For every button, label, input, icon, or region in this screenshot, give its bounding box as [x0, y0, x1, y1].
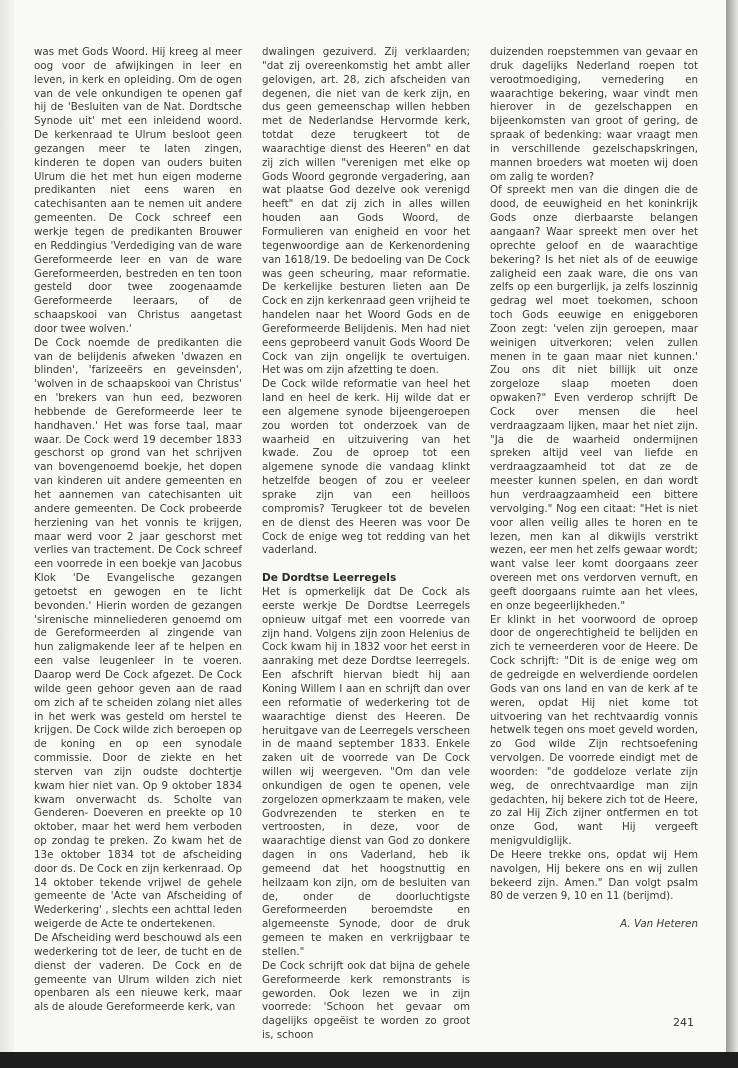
paragraph: De Afscheiding werd beschouwd als een wederkering tot de leer, de tucht en de dienst der vaderen. De Cock en de gemeente van Ulrum wilden zich niet openbaren als een nieuwe kerk, maar als de aloude Gereformeerde kerk, van — [34, 932, 242, 1014]
paragraph: De Heere trekke ons, opdat wij Hem navolgen, Hij bekere ons en wij zullen bekeerd zijn. Amen." Dan volgt psalm 80 de verzen 9, 10 en 11 (berijmd). — [490, 848, 698, 903]
text-column-3 — [490, 46, 698, 932]
paragraph: De Cock schrijft ook dat bijna de gehele Gereformeerde kerk remonstrants is geworden. Ook lezen we in zijn voorrede: 'Schoon het gevaar om dagelijks opgeëist te worden zo groot is, schoon — [262, 959, 470, 1042]
page-edge-bottom — [0, 1052, 738, 1068]
paragraph: Er klinkt in het voorwoord de oproep door de ongerechtigheid te belijden en zich te verneerderen voor de Heere. De Cock schrijft: "Dit is de enige weg om de gedreigde en welverdiende oordelen Gods van ons land en van de kerk af te weren, opdat Hij niet kome tot uitvoering van het rechtvaardig vonnis hetwelk tegen ons moet geveld worden, zo God wilde Zijn rechtsoefening vervolgen. De voorrede eindigt met de woorden: "de goddeloze verlate zijn weg, de onrechtvaardige man zijn gedachten, hij bekere zich tot de Heere, zo zal Hij Zich zijner ontfermen en tot onze God, want Hij vergeeft menigvuldiglijk. — [490, 613, 698, 848]
section-heading: De Dordtse Leerregels — [262, 572, 397, 585]
author-signature: A. Van Heteren — [620, 918, 698, 931]
paragraph: De Cock wilde reformatie van heel het land en heel de kerk. Hij wilde dat er een algemene synode bijeengeroepen zou worden tot onderzoek van de waarheid en uitzuivering van het kwade. Zou de oproep tot een algemene synode die vandaag klinkt hetzelfde beogen of zou er veeleer sprake zijn van een heilloos compromis? Terugkeer tot de bevelen en de dienst des Heeren was voor De Cock de enige weg tot redding van het vaderland. — [262, 378, 470, 557]
paragraph: was met Gods Woord. Hij kreeg al meer oog voor de afwijkingen in leer en leven, in kerk en opleiding. Om de ogen van de vele onkundigen te openen gaf hij de 'Besluiten van de Nat. Dordtsche Synode uit' met een inleidend woord. De kerkenraad te Ulrum besloot geen gezangen meer te laten zingen, kinderen te dopen van ouders buiten Ulrum die het met hun eigen moderne predikanten niet eens waren en catechisanten aan te nemen uit andere gemeenten. De Cock schreef een werkje tegen de predikanten Brouwer en Reddingius 'Verdediging van de ware Gereformeerde leer en van de ware Gereformeerden, bestreden en ten toon gesteld door twee zoogenaamde Gereformeerde leeraars, of de schaapskooi van Christus aangetast door twee wolven.' — [34, 46, 242, 335]
paragraph: De Cock noemde de predikanten die van de belijdenis afweken 'dwazen en blinden', 'farizeeërs en geveinsden', 'wolven in de schaapskooi van Christus' en 'brekers van hun eed, bezworen hebbende de Gereformeerde leer te handhaven.' Het was forse taal, maar waar. De Cock werd 19 december 1833 geschorst op grond van het schrijven van bovengenoemd boekje, het dopen van kinderen uit andere gemeenten en het aannemen van catechisanten uit andere gemeenten. De Cock probeerde herziening van het vonnis te krijgen, maar werd voor 2 jaar geschorst met verlies van tractement. De Cock schreef een voorrede in een boekje van Jacobus Klok 'De Evangelische gezangen getoetst en gewogen en te licht bevonden.' Hierin worden de gezangen 'sirenische minneliederen genoemd om de Gereformeerden al zingende van hun zaligmakende leer af te helpen en een valse leugenleer in te voeren. Daarop werd De Cock afgezet. De Cock wilde geen gehoor geven aan de raad om zich af te scheiden zolang niet alles in het werk was gesteld om herstel te krijgen. De Cock wilde zich beroepen op de koning en op een synodale commissie. Door de ziekte en het sterven van zijn oudste dochtertje kwam hier niet van. Op 9 oktober 1834 kwam onverwacht ds. Scholte van Genderen- Doeveren en preekte op 10 oktober, maar het werd hem verboden op zondag te preken. Zo kwam het de 13e oktober 1834 tot de afscheiding door ds. De Cock en zijn kerkenraad. Op 14 oktober tekende vrijwel de gehele gemeente de 'Acte van Afscheiding of Wederkering' , slechts een achttal leden weigerde de Acte te ondertekenen. — [34, 336, 242, 931]
paragraph: duizenden roepstemmen van gevaar en druk dagelijks Nederland roepen tot verootmoediging, vernedering en waarachtige bekering, waar vindt men hierover in de gezelschappen en bijeenkomsten van groot of gering, de spraak of bedenking: waar vraagt men in verschillende gezelschapskringen, mannen broeders wat moeten wij doen om zalig te worden? — [490, 46, 698, 183]
paragraph: dwalingen gezuiverd. Zij verklaarden; "dat zij overeenkomstig het ambt aller gelovigen, art. 28, zich afscheiden van degenen, die niet van de kerk zijn, en dus geen gemeenschap willen hebben met de Nederlandse Hervormde kerk, totdat deze terugkeert tot de waarachtige dienst des Heeren" en dat zij zich willen "verenigen met elke op Gods Woord gegronde vergadering, aan wat plaatse God dezelve ook verenigd heeft" en dat zij zich in alles willen houden aan Gods Woord, de Formulieren van enigheid en voor het tegenwoordige aan de Kerkenordening van 1618/19. De bedoeling van De Cock was geen scheuring, maar reformatie. De kerkelijke besturen lieten aan De Cock en zijn kerkenraad geen vrijheid te handelen naar het Woord Gods en de Gereformeerde Belijdenis. Men had niet eens geprobeerd vanuit Gods Woord De Cock van zijn ongelijk te overtuigen. Het was om zijn afzetting te doen. — [262, 46, 471, 377]
page-edge-right — [726, 0, 738, 1068]
paragraph: Het is opmerkelijk dat De Cock als eerste werkje De Dordtse Leerregels opnieuw uitgaf met een voorrede van zijn hand. Volgens zijn zoon Helenius de Cock kwam hij in 1832 voor het eerst in aanraking met deze Dordtse leerregels. Een afschrift hiervan biedt hij aan Koning Willem I aan en schrijft dan over een reformatie of wederkering tot de waarachtige dienst des Heeren. De heruitgave van de Leerregels verscheen in de maand september 1833. Enkele zaken uit de voorrede van De Cock willen wij weergeven. "Om dan vele onkundigen de ogen te openen, vele zorgelozen opmerkzaam te maken, vele Godvrezenden te sterken en te vertroosten, in deze, voor de waarachtige dienst van God zo donkere dagen in ons Vaderland, heb ik gemeend dat het hoogstnuttig en heilzaam kon zijn, om de besluiten van de, onder de doorluchtigste Gereformeerden beroemdste en algemeenste Synode, door de druk gemeen te maken en verkrijgbaar te stellen." — [262, 586, 470, 958]
page-number: 241 — [673, 1016, 694, 1029]
paragraph: Of spreekt men van die dingen die de dood, de eeuwigheid en het koninkrijk Gods onze dierbaarste belangen aangaan? Waar spreekt men over het oprechte geloof en de waarachtige bekering? Is het niet als of de eeuwige zaligheid een zaak ware, die ons van zelfs op een burgerlijk, ja zelfs loszinnig gedrag wel moet toekomen, schoon toch Gods eeuwige en eniggeboren Zoon zegt: 'velen zijn geroepen, maar weinigen uitverkoren; velen zullen menen in te gaan maar niet kunnen.' Zou ons dit niet billijk uit onze zorgeloze slaap moeten doen opwaken?" Even verderop schrijft De Cock over mensen die heel verdraagzaam lijken, maar het niet zijn. "Ja die de waarheid ondermijnen spreken altijd veel van liefde en verdraagzaamheid tot dat ze de meester kunnen spelen, en dan wordt hun verdraagzaamheid een bittere vervolging." Nog een citaat: "Het is niet voor allen veilig alles te horen en te lezen, men kan al dikwijls verstrikt wezen, eer men het zelfs gewaar wordt; want valse leer komt doorgaans zeer overeen met ons verdorven vernuft, en geeft doorgaans ruimte aan het vlees, en onze begeerlijkheden." — [490, 184, 698, 612]
text-column-1 — [34, 46, 242, 1015]
page-edge-left — [0, 0, 14, 1068]
text-column-2 — [262, 46, 470, 1043]
